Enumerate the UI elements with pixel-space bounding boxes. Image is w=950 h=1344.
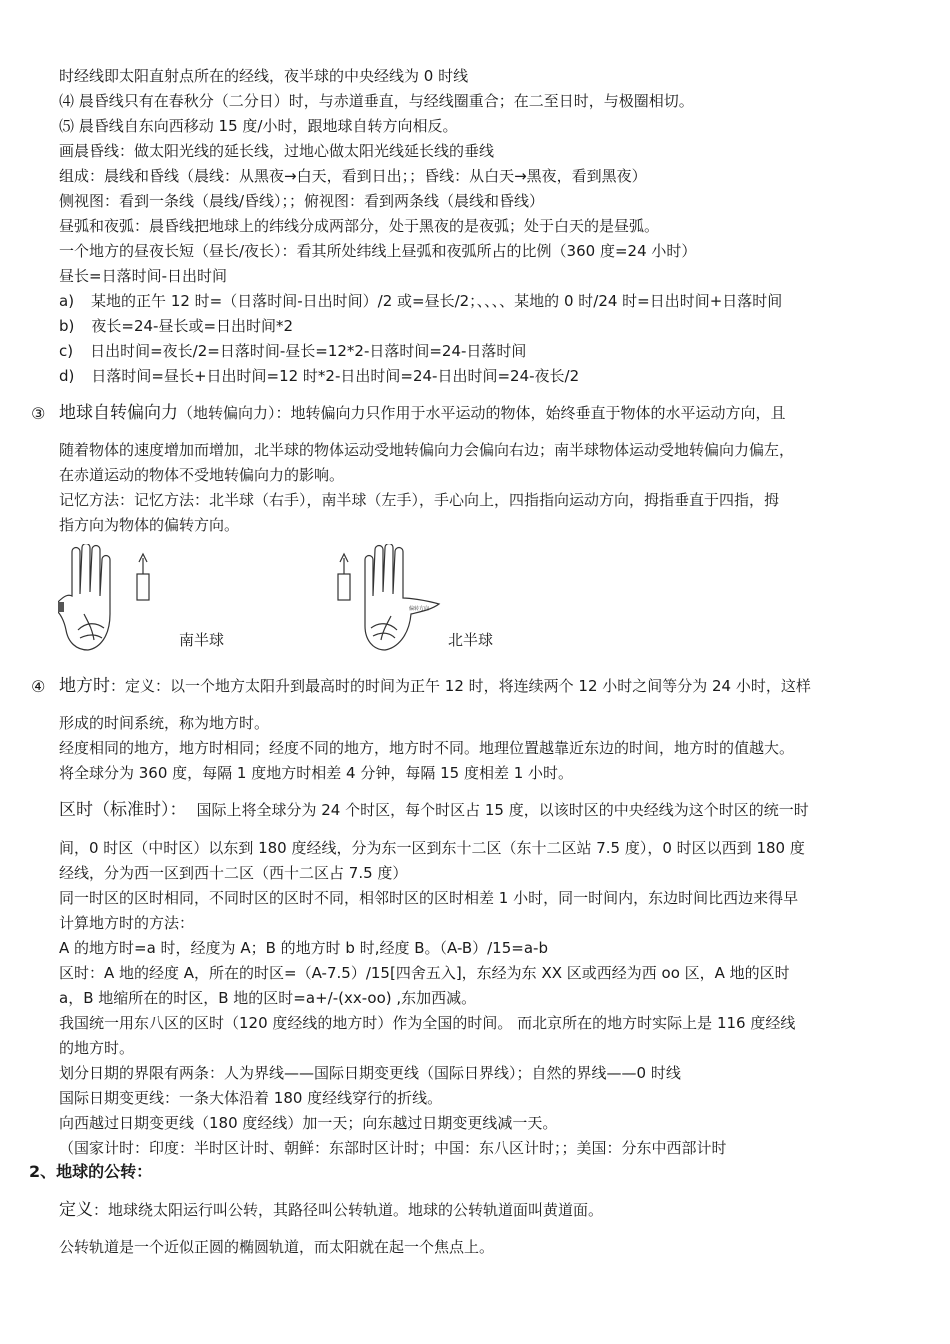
text-line: 记忆方法：记忆方法：北半球（右手），南半球（左手），手心向上，四指指向运动方向，拇指垂直于四指，拇 xyxy=(59,491,780,509)
text-line: 计算地方时的方法： xyxy=(59,914,195,932)
text-line: 经度相同的地方，地方时相同；经度不同的地方，地方时不同。地理位置越靠近东边的时间，地方时的值越大。 xyxy=(59,739,795,757)
definition-label: 定义 xyxy=(59,1200,93,1220)
text-line: 一个地方的昼夜长短（昼长/夜长）：看其所处纬线上昼弧和夜弧所占的比例（360 度=24 小时） xyxy=(59,242,697,260)
deflection-label: 偏转方向 xyxy=(409,606,430,612)
text-line: a，B 地缩所在的时区，B 地的区时=a+/-(xx-oo) ,东加西减。 xyxy=(59,989,477,1007)
text-line: 随着物体的速度增加而增加，北半球的物体运动受地转偏向力会偏向右边；南半球物体运动受地转偏向力偏左， xyxy=(59,441,795,459)
section-text: （地转偏向力）：地转偏向力只作用于水平运动的物体，始终垂直于物体的水平运动方向，且 xyxy=(178,404,786,422)
section-heading xyxy=(59,403,786,423)
section-marker: ④ xyxy=(31,677,46,696)
section-heading xyxy=(59,676,811,696)
right-hand-figure xyxy=(335,544,450,656)
list-marker: c) xyxy=(59,342,74,360)
definition-text: ：地球绕太阳运行叫公转，其路径叫公转轨道。地球的公转轨道面叫黄道面。 xyxy=(93,1201,604,1219)
zone-title: 区时（标准时）： xyxy=(59,800,187,820)
text-line: 形成的时间系统，称为地方时。 xyxy=(59,714,270,732)
text-line: 公转轨道是一个近似正圆的椭圆轨道，而太阳就在起一个焦点上。 xyxy=(59,1238,495,1256)
figure-caption: 北半球 xyxy=(448,631,494,649)
formula-text: 日落时间=昼长+日出时间=12 时*2-日出时间=24-日出时间=24-夜长/2 xyxy=(91,367,580,385)
text-line: A 的地方时=a 时，经度为 A；B 的地方时 b 时,经度 B。（A-B）/15=a-b xyxy=(59,939,548,957)
formula-text: 夜长=24-昼长或=日出时间*2 xyxy=(91,317,294,335)
section-title: 地方时 xyxy=(59,676,110,696)
formula-item xyxy=(59,366,579,386)
formula-text: 日出时间=夜长/2=日落时间-昼长=12*2-日落时间=24-日落时间 xyxy=(90,342,527,360)
text-line: 我国统一用东八区的区时（120 度经线的地方时）作为全国的时间。 而北京所在的地方时实际上是 116 度经线 xyxy=(59,1014,796,1032)
text-line: ⑸ 晨昏线自东向西移动 15 度/小时，跟地球自转方向相反。 xyxy=(59,117,458,135)
text-line: 昼弧和夜弧：晨昏线把地球上的纬线分成两部分，处于黑夜的是夜弧；处于白天的是昼弧。 xyxy=(59,217,660,235)
text-line: 间，0 时区（中时区）以东到 180 度经线，分为东一区到东十二区（东十二区站 7.5 度），0 时区以西到 180 度 xyxy=(59,839,805,857)
zone-text: 国际上将全球分为 24 个时区，每个时区占 15 度，以该时区的中央经线为这个时区的统一时 xyxy=(196,801,809,819)
chapter-heading: 2、地球的公转： xyxy=(29,1162,153,1181)
list-marker: d) xyxy=(59,367,75,385)
text-line: 侧视图：看到一条线（晨线/昏线）；；俯视图：看到两条线（晨线和昏线） xyxy=(59,192,545,210)
text-line: 组成：晨线和昏线（晨线：从黑夜→白天，看到日出；；昏线：从白天→黑夜，看到黑夜） xyxy=(59,167,647,185)
text-line: 划分日期的界限有两条：人为界线——国际日期变更线（国际日界线）；自然的界线——0 时线 xyxy=(59,1064,681,1082)
text-line: 经线，分为西一区到西十二区（西十二区占 7.5 度） xyxy=(59,864,408,882)
text-line: 将全球分为 360 度，每隔 1 度地方时相差 4 分钟，每隔 15 度相差 1 小时。 xyxy=(59,764,574,782)
text-line: 国际日期变更线：一条大体沿着 180 度经线穿行的折线。 xyxy=(59,1089,443,1107)
section-marker: ③ xyxy=(31,404,46,423)
text-line: 在赤道运动的物体不受地转偏向力的影响。 xyxy=(59,466,345,484)
definition-line xyxy=(59,1200,603,1220)
text-line: （国家计时：印度：半时区计时、朝鲜：东部时区计时；中国：东八区计时；；美国：分东中西部计时 xyxy=(59,1139,727,1157)
section-title: 地球自转偏向力 xyxy=(59,403,178,423)
section-text: ：定义：以一个地方太阳升到最高时的时间为正午 12 时，将连续两个 12 小时之间等分为 24 小时，这样 xyxy=(110,677,811,695)
text-line: 昼长=日落时间-日出时间 xyxy=(59,267,227,285)
zone-heading xyxy=(59,800,809,820)
text-line: 区时：A 地的经度 A，所在的时区=（A-7.5）/15[四舍五入]，东经为东 XX 区或西经为西 oo 区，A 地的区时 xyxy=(59,964,790,982)
figure-caption: 南半球 xyxy=(179,631,225,649)
formula-text: 某地的正午 12 时=（日落时间-日出时间）/2 或=昼长/2；、、、、某地的 0 时/24 时=日出时间+日落时间 xyxy=(91,292,783,310)
formula-item xyxy=(59,316,293,336)
text-line: 向西越过日期变更线（180 度经线）加一天；向东越过日期变更线减一天。 xyxy=(59,1114,558,1132)
list-marker: a) xyxy=(59,292,75,310)
formula-item xyxy=(59,341,526,361)
text-line: ⑷ 晨昏线只有在春秋分（二分日）时，与赤道垂直，与经线圈重合；在二至日时，与极圈相切。 xyxy=(59,92,694,110)
text-line: 指方向为物体的偏转方向。 xyxy=(59,516,240,534)
formula-item xyxy=(59,291,782,311)
text-line: 的地方时。 xyxy=(59,1039,135,1057)
list-marker: b) xyxy=(59,317,75,335)
text-line: 画晨昏线：做太阳光线的延长线，过地心做太阳光线延长线的垂线 xyxy=(59,142,495,160)
left-hand-figure xyxy=(58,544,168,656)
text-line: 时经线即太阳直射点所在的经线，夜半球的中央经线为 0 时线 xyxy=(59,67,469,85)
text-line: 同一时区的区时相同，不同时区的区时不同，相邻时区的区时相差 1 小时，同一时间内，东边时间比西边来得早 xyxy=(59,889,799,907)
